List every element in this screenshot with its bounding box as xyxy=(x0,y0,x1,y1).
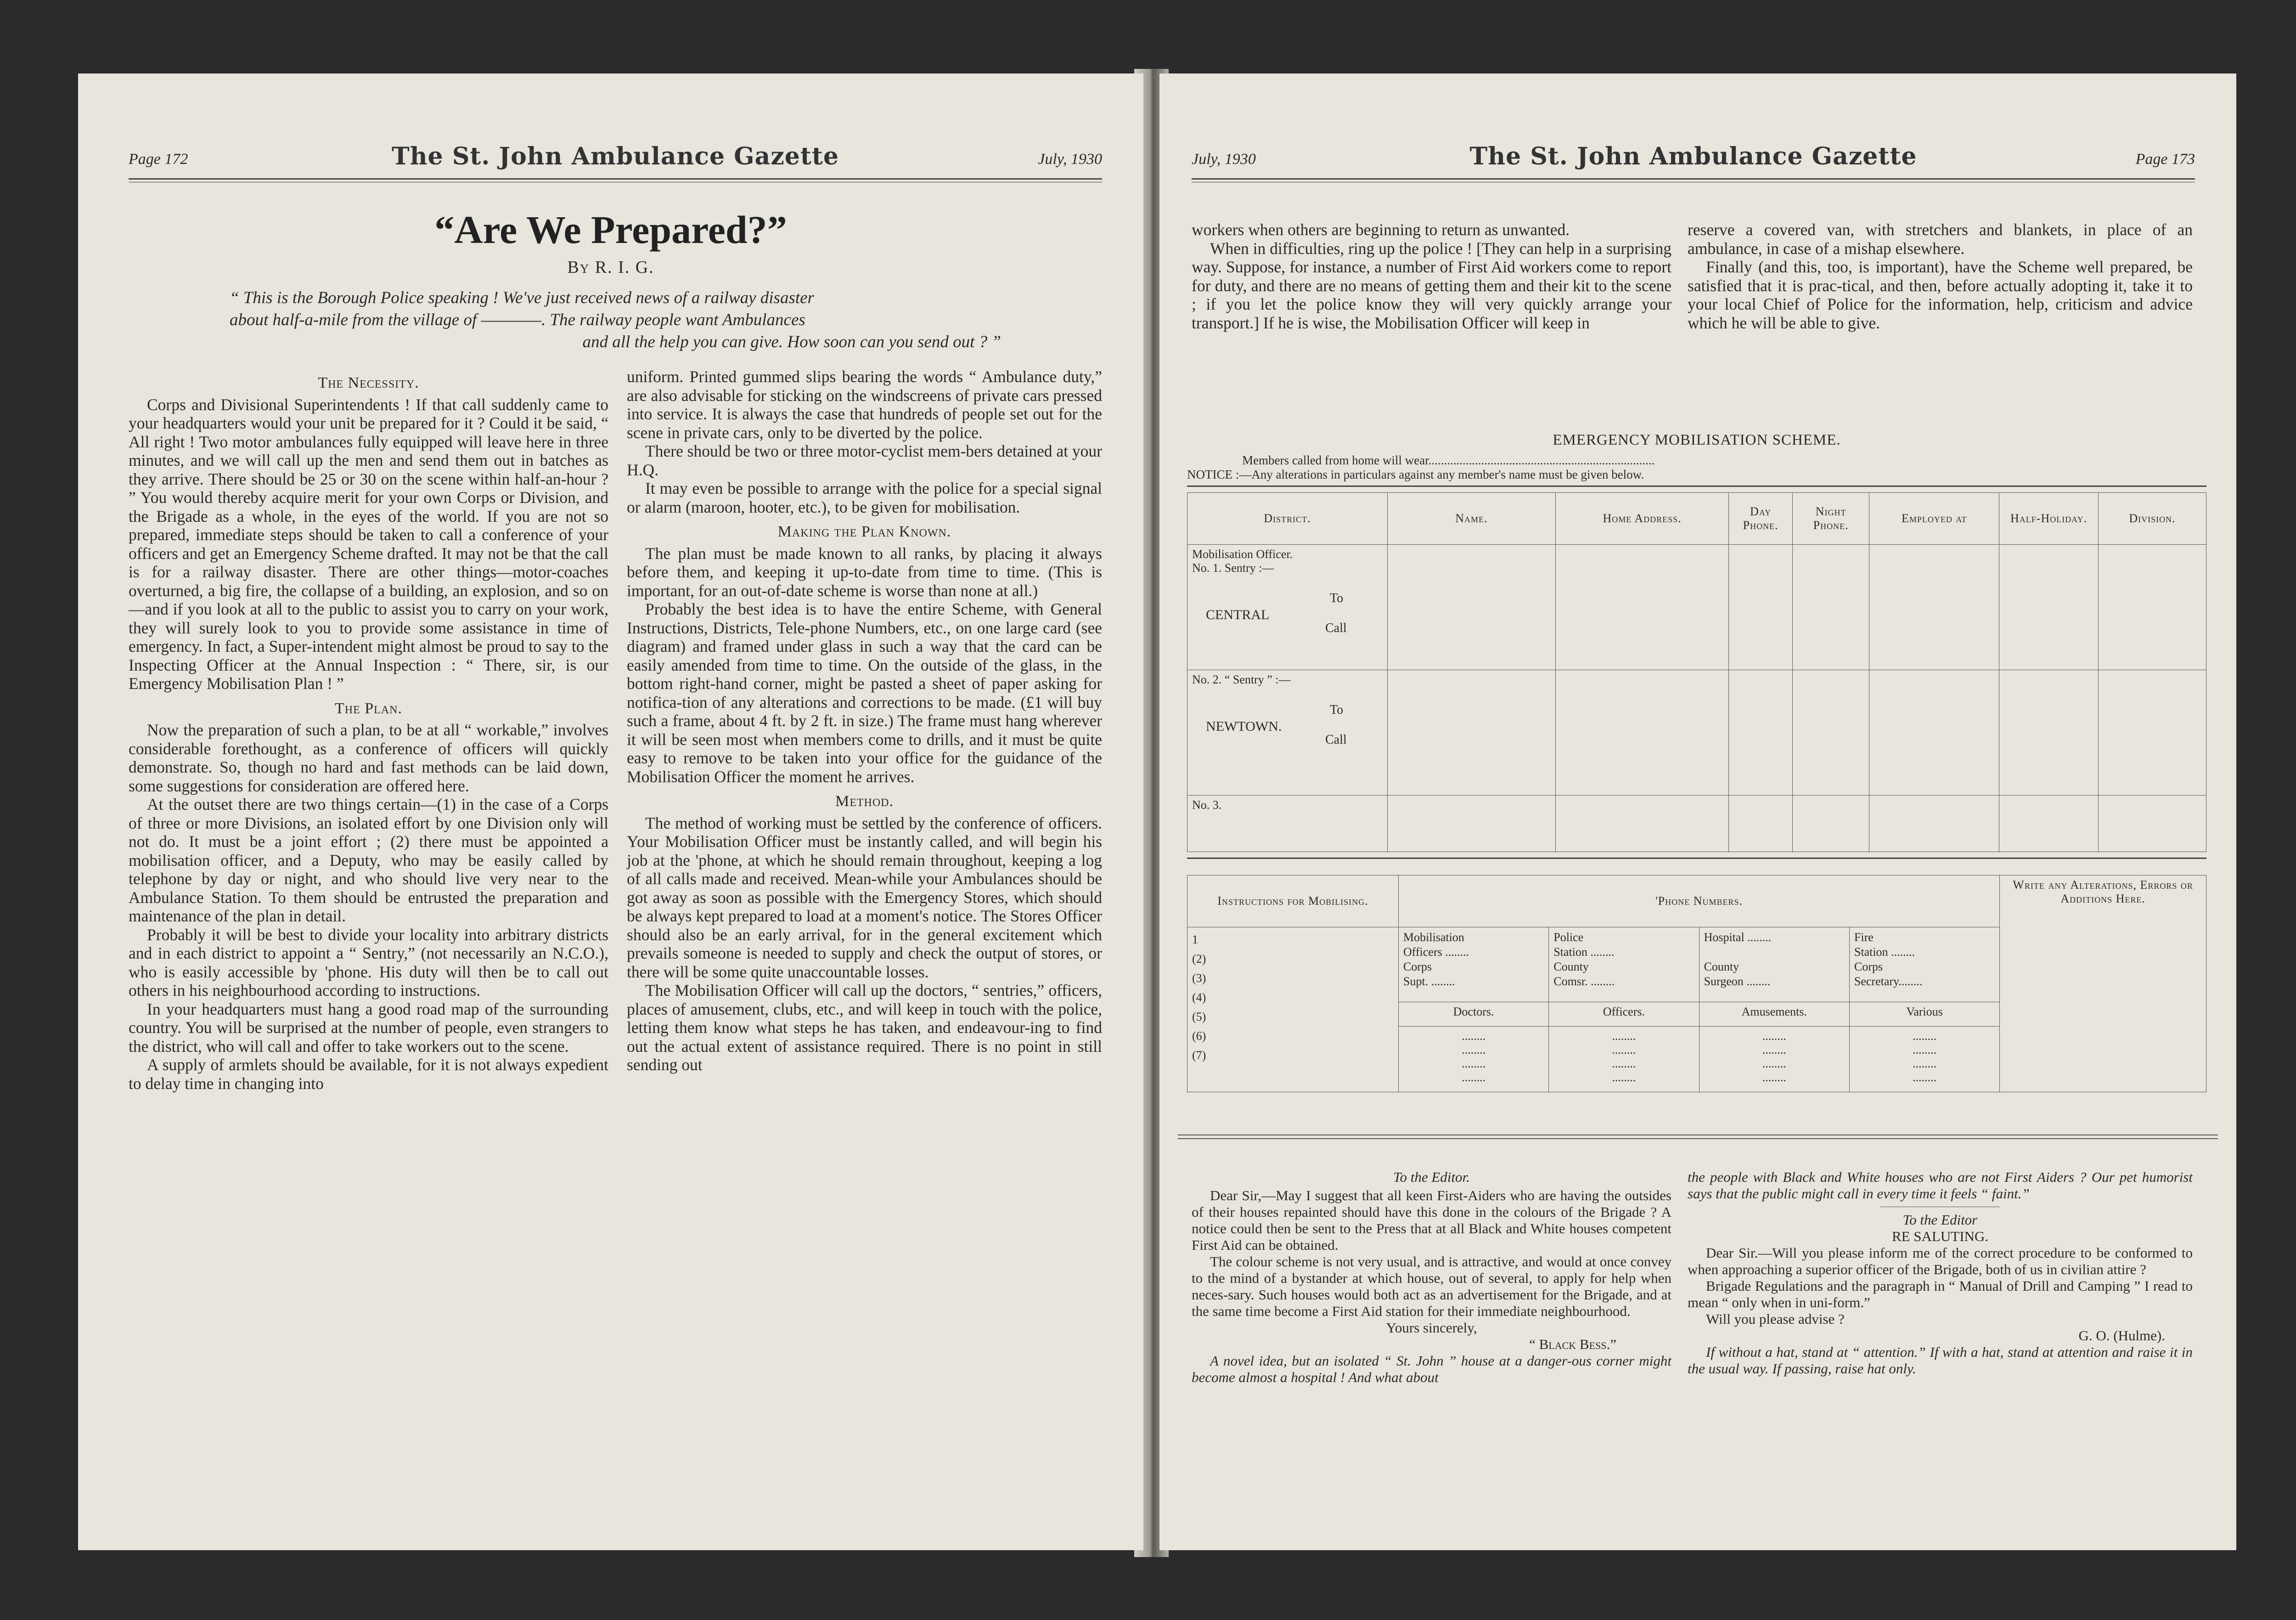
epigraph-line: “ This is the Borough Police speaking ! We've just received news of a railway disaster xyxy=(230,288,814,307)
letter-paragraph: The colour scheme is not very usual, and is attractive, and would at once convey to the mind of a bystander at which house, out of several, to apply for help when neces-sary. Such houses would both act as an advertisement for the Brigade, and at the same time become a First Aid station for their immediate neighbourhood. xyxy=(1192,1253,1671,1319)
blank-cell xyxy=(1387,796,1555,852)
instruction-number: (4) xyxy=(1192,991,1206,1004)
blank-cell xyxy=(1729,545,1793,670)
paragraph: Finally (and this, too, is important), have the Scheme well prepared, be satisfied that it is prac-tical, and then, before actually adopting it, take it to your local Chief of Police for the information, help, criticism and advice which he will be able to give. xyxy=(1688,258,2193,332)
editor-note-continued: the people with Black and White houses who are not First Aiders ? Our pet humorist says that the public might call in every time it feels “ faint.” xyxy=(1688,1169,2193,1202)
right-masthead: The St. John Ambulance Gazette xyxy=(1469,142,1917,170)
paragraph: Now the preparation of such a plan, to be at all “ workable,” involves considerable forethought, as a conference of officers will quickly demonstrate. So, though no hard and fast methods can be laid down, some suggestions for consideration are offered here. xyxy=(129,721,608,795)
phone-cell xyxy=(1849,927,1999,1002)
phone-cell-line: Comsr. ........ xyxy=(1553,975,1615,988)
dot-leader: ........ xyxy=(1462,1043,1486,1056)
instruction-number: (2) xyxy=(1192,952,1206,965)
scheme-column-header: District. xyxy=(1187,493,1388,545)
district-cell xyxy=(1187,796,1388,852)
phone-category: Doctors. xyxy=(1398,1002,1548,1027)
scheme-column-header: Name. xyxy=(1387,493,1555,545)
dot-leader: ........ xyxy=(1762,1043,1786,1056)
epigraph-line: and all the help you can give. How soon can you send out ? ” xyxy=(582,333,1001,351)
letter-signature: G. O. (Hulme). xyxy=(2078,1327,2165,1343)
phone-cell-line: Station ........ xyxy=(1553,945,1615,959)
paragraph: Corps and Divisional Superintendents ! If that call suddenly came to your headquarters would your unit be prepared for it ? Could it be said, “ All right ! Two motor ambulances fully equipped will leave here in three minutes, and we will call up the men and send them out in batches as they arrive. There should be 25 or 30 on the scene within half-an-hour ? ” You would thereby acquire merit for your own Corps or Division, and the Brigade as a whole, in the eyes of the world. If you are not so prepared, immediate steps should be taken to call a conference of your officers and get an Emergency Scheme drafted. It may not be that the call is for a railway disaster. There are other things—motor-coaches overturned, a big fire, the collapse of a building, an explosion, and so on—and if you look at all to the public to assist you to carry on your work, they will surely look to you to provide some assistance in time of emergency. In fact, a Super-intendent might almost be proud to say to the Inspecting Officer at the Annual Inspection : “ There, sir, is our Emergency Mobilisation Plan ! ” xyxy=(129,395,608,693)
letter-paragraph: Will you please advise ? xyxy=(1706,1311,1845,1327)
left-issue-date: July, 1930 xyxy=(1038,151,1102,168)
dot-leader: ........ xyxy=(1913,1029,1937,1043)
paragraph: The plan must be made known to all ranks, by placing it always before them, and keeping it up-to-date from time to time. (This is important, for an out-of-date scheme is worse than none at all.) xyxy=(627,544,1102,600)
right-column-1 xyxy=(1192,220,1671,332)
instruction-number: 1 xyxy=(1192,933,1198,946)
paragraph: uniform. Printed gummed slips bearing the words “ Ambulance duty,” are also advisable for sticking on the windscreens of private cars pressed into service. It is always the case that hundreds of people set out for the scene in private cars, only to be diverted by the police. xyxy=(627,367,1102,442)
letter-paragraph: Dear Sir.—Will you please inform me of the correct procedure to be conformed to when approaching a superior officer of the Brigade, both of us in civilian attire ? xyxy=(1688,1245,2193,1277)
phone-dots-cell xyxy=(1699,1027,1849,1092)
district-to-label: To xyxy=(1330,703,1344,717)
blank-cell xyxy=(1729,670,1793,796)
phone-cell-line: Officers ........ xyxy=(1403,945,1469,959)
phone-cell-line: Hospital ........ xyxy=(1704,931,1772,944)
epigraph-line: about half-a-mile from the village of ————. The railway people want Ambulances xyxy=(230,310,805,329)
scheme-column-header: Employed at xyxy=(1869,493,1999,545)
blank-cell xyxy=(2099,545,2206,670)
district-cell xyxy=(1187,545,1388,670)
section-heading: Method. xyxy=(835,793,894,810)
dot-leader: ........ xyxy=(1913,1071,1937,1084)
phone-cell-line: Surgeon ........ xyxy=(1704,975,1771,988)
section-heading: Making the Plan Known. xyxy=(777,523,951,540)
phone-category: Various xyxy=(1849,1002,1999,1027)
dot-leader: ........ xyxy=(1762,1029,1786,1043)
instruction-number: (7) xyxy=(1192,1049,1206,1062)
right-page xyxy=(1159,73,2236,1550)
district-line: Mobilisation Officer. xyxy=(1192,548,1293,561)
dot-leader: ........ xyxy=(1612,1043,1636,1056)
dot-leader: ........ xyxy=(1462,1057,1486,1070)
paragraph: workers when others are beginning to return as unwanted. xyxy=(1192,220,1570,239)
paragraph: The method of working must be settled by the conference of officers. Your Mobilisation Officer must be instantly called, and will begin his job at the 'phone, at which he should remain throughout, keeping a log of all calls made and received. Mean-while your Ambulances should be got away as soon as possible with the Emergency Stores, which should be always kept prepared to load at a moment's notice. The Stores Officer should also be an early arrival, for in the general excitement which prevails someone is needed to supply and check the output of stores, or there will be some quite unaccountable losses. xyxy=(627,813,1102,981)
paragraph: Probably the best idea is to have the entire Scheme, with General Instructions, Districts, Tele-phone Numbers, etc., on one large card (see diagram) and framed under glass in such a way that the card can be easily amended from time to time. On the outside of the glass, in the bottom right-hand corner, might be pasted a sheet of paper asking for notifica-tion of any alterations and corrections to be made. (£1 will buy such a frame, about 4 ft. by 2 ft. in size.) The frame must hang wherever it will be seen most when members come to drills, and it must be quite easy to remove to be taken into your office for the guidance of the Mobilisation Officer the moment he arrives. xyxy=(627,600,1102,786)
phone-dots-cell xyxy=(1398,1027,1548,1092)
paragraph: When in difficulties, ring up the police ! [They can help in a surprising way. Suppose, for instance, a number of First Aid workers come to report for duty, and there are no means of getting them and their kit to the scene ; if you let the police know they will very quickly arrange your transport.] If he is wise, the Mobilisation Officer will keep in xyxy=(1192,239,1671,332)
dot-leader: ........ xyxy=(1612,1057,1636,1070)
letter-signature: “ Black Bess.” xyxy=(1529,1336,1616,1352)
scheme-table xyxy=(1187,492,2206,852)
blank-cell xyxy=(1793,545,1869,670)
district-line: No. 1. Sentry :— xyxy=(1192,561,1274,575)
scheme-column-header: Division. xyxy=(2099,493,2206,545)
blank-cell xyxy=(1729,796,1793,852)
letter-black-and-white-houses xyxy=(1192,1169,1671,1386)
phone-cell xyxy=(1398,927,1548,1002)
scheme-members-line: Members called from home will wear......................................................................... xyxy=(1242,453,1655,467)
scheme-column-header: Half-Holiday. xyxy=(1999,493,2099,545)
instructions-block xyxy=(1187,875,2206,1092)
district-call-label: Call xyxy=(1325,621,1347,635)
phone-dots-cell xyxy=(1549,1027,1699,1092)
dot-leader: ........ xyxy=(1612,1029,1636,1043)
district-to-label: To xyxy=(1330,591,1344,605)
phone-cell-line xyxy=(1704,945,1845,960)
paragraph: The Mobilisation Officer will call up the doctors, “ sentries,” officers, places of amusement, clubs, etc., and will keep in touch with the police, letting them know what steps he has taken, and endeavour-ing to find out the actual extent of assistance required. There is no point in still sending out xyxy=(627,981,1102,1074)
blank-cell xyxy=(1387,670,1555,796)
paragraph: A supply of armlets should be available, for it is not always expedient to delay time in changing into xyxy=(129,1056,608,1093)
instructions-header: Instructions for Mobilising. xyxy=(1187,875,1399,927)
article-title: “Are We Prepared?” xyxy=(434,208,787,252)
alterations-header: Write any Alterations, Errors or Additions Here. xyxy=(2000,875,2206,1092)
section-heading: The Necessity. xyxy=(318,374,419,391)
blank-cell xyxy=(2099,796,2206,852)
phone-category: Amusements. xyxy=(1699,1002,1849,1027)
paragraph: At the outset there are two things certain—(1) in the case of a Corps of three or more Divisions, an isolated effort by one Division only will not do. It must be a joint effort ; (2) there must be appointed a mobilisation officer, and a Deputy, who may be easily called by telephone by day or night, and who should live very near to the Ambulance Station. To them should be entrusted the preparation and maintenance of the plan in detail. xyxy=(129,795,608,925)
article-byline: By R. I. G. xyxy=(567,258,654,277)
blank-cell xyxy=(1387,545,1555,670)
letter-subject: RE SALUTING. xyxy=(1891,1228,1989,1244)
phone-cell-line: Corps xyxy=(1403,960,1432,973)
district-line: No. 3. xyxy=(1192,798,1222,812)
blank-cell xyxy=(1869,796,1999,852)
letter-heading: To the Editor xyxy=(1902,1212,1978,1228)
district-place-block xyxy=(1192,696,1383,765)
mobilisation-scheme xyxy=(1187,432,2206,859)
blank-cell xyxy=(1869,670,1999,796)
instruction-numbers xyxy=(1187,927,1399,1092)
paragraph: reserve a covered van, with stretchers and blankets, in place of an ambulance, in case of a mishap elsewhere. xyxy=(1688,220,2193,258)
paragraph: In your headquarters must hang a good road map of the surrounding country. You will be surprised at the number of people, even strangers to the district, who will call and offer to take workers out to the scene. xyxy=(129,999,608,1056)
dot-leader: ........ xyxy=(1913,1057,1937,1070)
right-page-number: Page 173 xyxy=(2135,151,2195,168)
dot-leader: ........ xyxy=(1462,1029,1486,1043)
blank-cell xyxy=(1869,545,1999,670)
phone-cell-line: Corps xyxy=(1854,960,1883,973)
phone-numbers-header: 'Phone Numbers. xyxy=(1398,875,1999,927)
instructions-table xyxy=(1187,875,2206,1092)
phone-dots-cell xyxy=(1849,1027,1999,1092)
district-line: No. 2. “ Sentry ” :— xyxy=(1192,673,1291,686)
right-column-2 xyxy=(1688,220,2193,332)
phone-cell-line: Fire xyxy=(1854,931,1874,944)
right-issue-date: July, 1930 xyxy=(1192,151,1256,168)
scheme-notice: NOTICE :—Any alterations in particulars against any member's name must be given below. xyxy=(1187,468,1644,481)
phone-cell-line: County xyxy=(1553,960,1589,973)
left-page-header xyxy=(129,142,1102,175)
left-page-number: Page 172 xyxy=(129,151,188,168)
scheme-column-header: Home Address. xyxy=(1555,493,1728,545)
letter-heading: To the Editor. xyxy=(1393,1169,1470,1185)
blank-cell xyxy=(1793,796,1869,852)
phone-cell xyxy=(1549,927,1699,1002)
letter-re-saluting xyxy=(1688,1169,2193,1377)
instruction-number: (6) xyxy=(1192,1029,1206,1043)
right-page-header xyxy=(1192,142,2195,175)
dot-leader: ........ xyxy=(1762,1057,1786,1070)
instruction-number: (5) xyxy=(1192,1010,1206,1023)
district-cell xyxy=(1187,670,1388,796)
dot-leader: ........ xyxy=(1913,1043,1937,1056)
article-epigraph xyxy=(230,287,1019,353)
dot-leader: ........ xyxy=(1762,1071,1786,1084)
phone-cell-line: Police xyxy=(1553,931,1584,944)
scheme-column-header: Night Phone. xyxy=(1793,493,1869,545)
blank-cell xyxy=(1999,796,2099,852)
paragraph: There should be two or three motor-cyclist mem-bers detained at your H.Q. xyxy=(627,442,1102,479)
letter-paragraph: Brigade Regulations and the paragraph in “ Manual of Drill and Camping ” I read to mean “ only when in uni-form.” xyxy=(1688,1278,2193,1310)
phone-cell-line: Supt. ........ xyxy=(1403,975,1455,988)
editor-reply: If without a hat, stand at “ attention.” If with a hat, stand at attention and raise it in the usual way. If passing, raise hat only. xyxy=(1688,1344,2193,1377)
left-page xyxy=(78,73,1143,1550)
letter-paragraph: Dear Sir,—May I suggest that all keen First-Aiders who are having the outsides of their houses repainted should have this done in the colours of the Brigade ? A notice could then be sent to the Press that at all Black and White houses competent First Aid can be obtained. xyxy=(1192,1187,1671,1253)
district-call-label: Call xyxy=(1325,733,1347,747)
phone-cell xyxy=(1699,927,1849,1002)
district-name: CENTRAL xyxy=(1206,607,1270,622)
dot-leader: ........ xyxy=(1462,1071,1486,1084)
phone-cell-line: Secretary........ xyxy=(1854,975,1923,988)
phone-cell-line: Station ........ xyxy=(1854,945,1915,959)
blank-cell xyxy=(1999,670,2099,796)
paragraph: Probably it will be best to divide your locality into arbitrary districts and in each district to appoint a “ Sentry,” (not necessarily an N.C.O.), who is easily accessible by 'phone. His duty will then be to call out others in his neighbourhood according to instructions. xyxy=(129,925,608,999)
phone-cell-line: Mobilisation xyxy=(1403,931,1464,944)
paragraph: It may even be possible to arrange with the police for a special signal or alarm (maroon, hooter, etc.), to be given for mobilisation. xyxy=(627,479,1102,516)
district-name: NEWTOWN. xyxy=(1206,719,1282,734)
district-place-block xyxy=(1192,584,1383,653)
scheme-column-header: Day Phone. xyxy=(1729,493,1793,545)
instruction-number: (3) xyxy=(1192,971,1206,985)
left-column-2 xyxy=(627,367,1102,1074)
blank-cell xyxy=(1555,670,1728,796)
section-heading: The Plan. xyxy=(335,700,402,717)
phone-category: Officers. xyxy=(1549,1002,1699,1027)
blank-cell xyxy=(2099,670,2206,796)
blank-cell xyxy=(1999,545,2099,670)
left-masthead: The St. John Ambulance Gazette xyxy=(392,142,839,170)
blank-cell xyxy=(1555,545,1728,670)
blank-cell xyxy=(1793,670,1869,796)
blank-cell xyxy=(1555,796,1728,852)
scheme-title: EMERGENCY MOBILISATION SCHEME. xyxy=(1553,432,1841,448)
editor-note: A novel idea, but an isolated “ St. John ” house at a danger-ous corner might become almost a hospital ! And what about xyxy=(1192,1353,1671,1385)
letter-closing: Yours sincerely, xyxy=(1386,1320,1477,1336)
left-column-1 xyxy=(129,367,608,1093)
phone-cell-line: County xyxy=(1704,960,1739,973)
dot-leader: ........ xyxy=(1612,1071,1636,1084)
